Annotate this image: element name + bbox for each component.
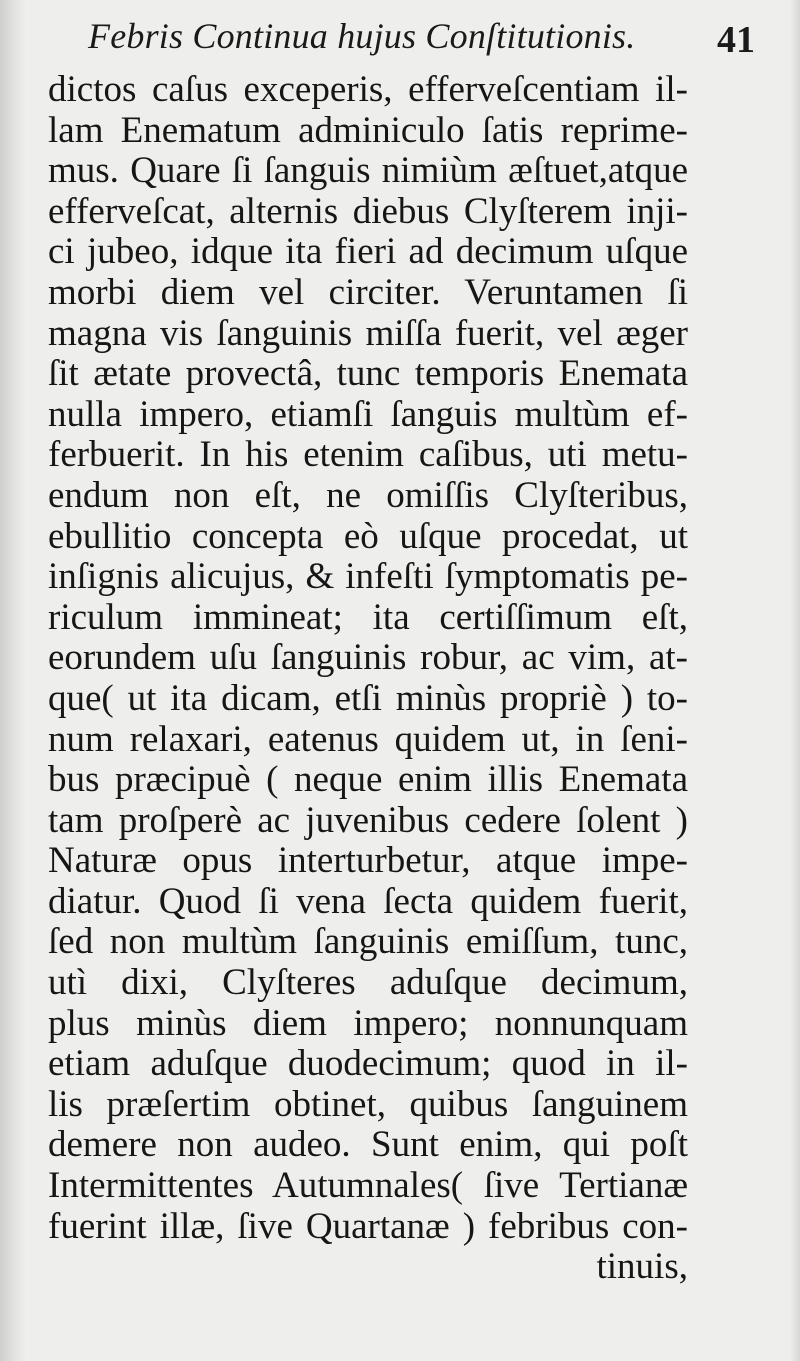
text-line: que( ut ita dicam, etſi minùs propriè ) to- [48, 677, 688, 719]
text-line: etiam aduſque duodecimum; quod in il- [48, 1043, 688, 1085]
page-edge-shadow [790, 0, 800, 1361]
text-line: ferbuerit. In his etenim caſibus, uti metu- [48, 434, 688, 476]
text-line: endum non eſt, ne omiſſis Clyſteribus, [48, 474, 688, 516]
text-line: num relaxari, eatenus quidem ut, in ſeni- [48, 718, 688, 760]
text-line: bus præcipuè ( neque enim illis Enemata [48, 759, 688, 801]
text-line: utì dixi, Clyſteres aduſque decimum, [48, 962, 688, 1004]
text-line: magna vis ſanguinis miſſa fuerit, vel æger [48, 312, 688, 354]
text-line: ſed non multùm ſanguinis emiſſum, tunc, [48, 921, 688, 963]
catchword: tinuis, [596, 1246, 688, 1288]
text-line: ci jubeo, idque ita fieri ad decimum uſque [48, 231, 688, 273]
text-line: fuerint illæ, ſive Quartanæ ) febribus con- [48, 1205, 688, 1247]
running-head: Febris Continua hujus Conſtitutionis. [88, 16, 636, 56]
page-gutter-shadow [0, 0, 26, 1361]
text-line: eorundem uſu ſanguinis robur, ac vim, at- [48, 637, 688, 679]
text-line: Intermittentes Autumnales( ſive Tertianæ [48, 1165, 688, 1207]
body-text [48, 70, 688, 1288]
text-line: demere non audeo. Sunt enim, qui poſt [48, 1124, 688, 1166]
page-number: 41 [717, 19, 755, 61]
text-line: inſignis alicujus, & infeſti ſymptomatis pe- [48, 556, 688, 598]
text-line: efferveſcat, alternis diebus Clyſterem inji- [48, 190, 688, 232]
text-line: lam Enematum adminiculo ſatis reprime- [48, 109, 688, 151]
text-line: diatur. Quod ſi vena ſecta quidem fuerit, [48, 880, 688, 922]
text-line: plus minùs diem impero; nonnunquam [48, 1002, 688, 1044]
text-line: lis præſertim obtinet, quibus ſanguinem [48, 1083, 688, 1125]
text-line: riculum immineat; ita certiſſimum eſt, [48, 596, 688, 638]
text-line: morbi diem vel circiter. Veruntamen ſi [48, 271, 688, 313]
text-line: dictos caſus exceperis, efferveſcentiam il- [48, 69, 688, 110]
text-line: Naturæ opus interturbetur, atque impe- [48, 840, 688, 882]
text-line: ebullitio concepta eò uſque procedat, ut [48, 515, 688, 557]
text-line: tam proſperè ac juvenibus cedere ſolent ) [48, 799, 688, 841]
text-line: mus. Quare ſi ſanguis nimiùm æſtuet,atque [48, 150, 688, 192]
text-line: nulla impero, etiamſi ſanguis multùm ef- [48, 393, 688, 435]
text-line: ſit ætate provectâ, tunc temporis Enemata [48, 353, 688, 395]
